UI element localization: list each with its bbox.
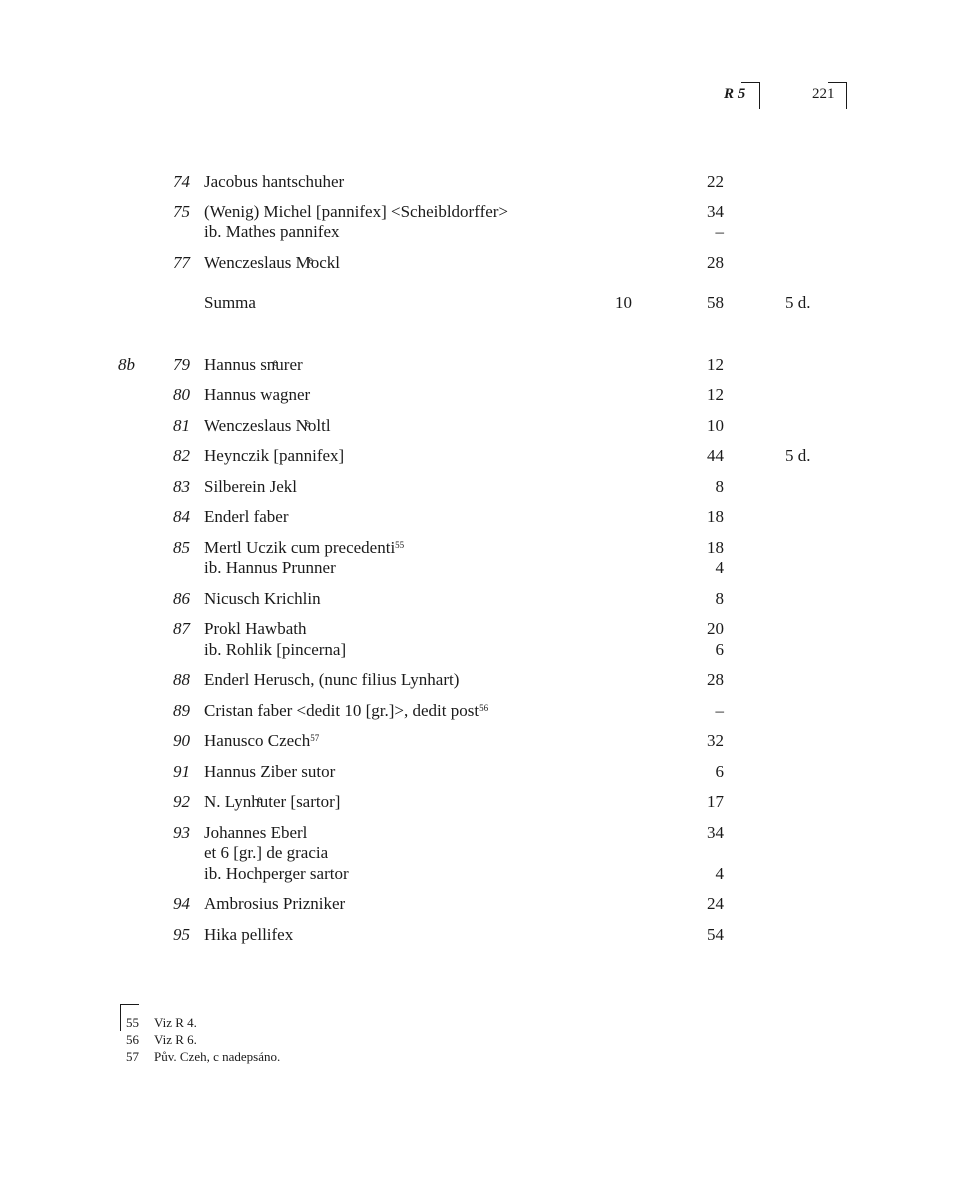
table-row (0, 446, 960, 466)
entry-name: N. Lynhͤuter [sartor] (204, 792, 341, 811)
entry-name: ib. Hannus Prunner (204, 558, 336, 577)
amount-col2: 8 (715, 589, 724, 608)
table-row (0, 355, 960, 375)
entry-number: 74 (173, 172, 190, 191)
amount-col2: 24 (707, 894, 724, 913)
entry-name: Johannes Eberl (204, 823, 308, 842)
amount-col2: 4 (715, 864, 724, 883)
entry-number: 79 (173, 355, 190, 374)
amount-col2: 58 (707, 293, 724, 312)
table-row (0, 293, 960, 313)
amount-col2: 8 (715, 477, 724, 496)
amount-col3: 5 d. (785, 446, 811, 465)
amount-col2: 44 (707, 446, 724, 465)
entry-number: 95 (173, 925, 190, 944)
entry-number: 85 (173, 538, 190, 557)
table-row (0, 731, 960, 751)
table-row (0, 538, 960, 558)
table-row (0, 843, 960, 863)
amount-col2: 18 (707, 507, 724, 526)
amount-col2: 12 (707, 355, 724, 374)
entry-number: 80 (173, 385, 190, 404)
entry-number: 75 (173, 202, 190, 221)
entry-number: 91 (173, 762, 190, 781)
table-row (0, 864, 960, 884)
entry-name: Hanusco Czech$^{57}$ (204, 731, 320, 750)
entry-number: 81 (173, 416, 190, 435)
page-number: 221 (812, 86, 835, 102)
entry-number: 84 (173, 507, 190, 526)
amount-col2: – (715, 222, 724, 241)
entry-number: 77 (173, 253, 190, 272)
table-row (0, 222, 960, 242)
entry-name: ib. Hochperger sartor (204, 864, 349, 883)
table-row (0, 925, 960, 945)
table-row (0, 172, 960, 192)
entry-name: Enderl Herusch, (nunc filius Lynhart) (204, 670, 460, 689)
entry-name: Wenczeslaus Nͤoltl (204, 416, 331, 435)
amount-col2: 34 (707, 823, 724, 842)
footnote-ref: 57 (310, 733, 320, 743)
amount-col2: 34 (707, 202, 724, 221)
amount-col2: 17 (707, 792, 724, 811)
entry-name: Hika pellifex (204, 925, 294, 944)
entry-name: Silberein Jekl (204, 477, 298, 496)
table-row (0, 894, 960, 914)
amount-col2: 12 (707, 385, 724, 404)
entry-number: 93 (173, 823, 190, 842)
amount-col2: 32 (707, 731, 724, 750)
entry-name: ib. Mathes pannifex (204, 222, 340, 241)
entry-name: Hannus snͤurer (204, 355, 303, 374)
footnote-text: Viz R 4. (154, 1015, 197, 1030)
entry-number: 82 (173, 446, 190, 465)
table-row (0, 762, 960, 782)
entry-number: 88 (173, 670, 190, 689)
table-row (0, 701, 960, 721)
amount-col2: 54 (707, 925, 724, 944)
entry-number: 94 (173, 894, 190, 913)
entry-name: (Wenig) Michel [pannifex] <Scheibldorffer> (204, 202, 509, 221)
footnote-ref: 55 (395, 540, 405, 550)
entry-number: 83 (173, 477, 190, 496)
footnote-text: Pův. Czeh, c nadepsáno. (154, 1049, 281, 1064)
amount-col1: 10 (615, 293, 632, 312)
amount-col2: 4 (715, 558, 724, 577)
entry-number: 90 (173, 731, 190, 750)
table-row (0, 619, 960, 639)
table-row (0, 253, 960, 273)
amount-col2: 28 (707, 670, 724, 689)
entry-number: 92 (173, 792, 190, 811)
entry-name: Hannus Ziber sutor (204, 762, 336, 781)
entry-name: Summa (204, 293, 256, 312)
entry-name: Prokl Hawbath (204, 619, 307, 638)
footnote-text: Viz R 6. (154, 1032, 197, 1047)
table-row (0, 385, 960, 405)
table-row (0, 416, 960, 436)
table-row (0, 670, 960, 690)
amount-col2: 22 (707, 172, 724, 191)
entry-name: ib. Rohlik [pincerna] (204, 640, 347, 659)
amount-col2: 28 (707, 253, 724, 272)
table-row (0, 823, 960, 843)
entry-name: Mertl Uczik cum precedenti$^{55}$ (204, 538, 405, 557)
folio-label: 8b (118, 355, 135, 374)
entry-name: Heynczik [pannifex] (204, 446, 345, 465)
entry-name: Cristan faber <dedit 10 [gr.]>, dedit post$^{56}$ (204, 701, 489, 720)
entry-name: Wenczeslaus Mͤockl (204, 253, 340, 272)
entry-number: 89 (173, 701, 190, 720)
entry-name: Nicusch Krichlin (204, 589, 321, 608)
amount-col2: 10 (707, 416, 724, 435)
table-row (0, 477, 960, 497)
running-head-section: R 5 (724, 86, 746, 102)
footnote-ref: 56 (479, 703, 489, 713)
table-row (0, 792, 960, 812)
table-row (0, 558, 960, 578)
entry-number: 86 (173, 589, 190, 608)
amount-col2: – (715, 701, 724, 720)
amount-col2: 20 (707, 619, 724, 638)
entry-name: Enderl faber (204, 507, 289, 526)
section-corner-mark (741, 82, 760, 109)
entry-number: 87 (173, 619, 190, 638)
table-row (0, 202, 960, 222)
entry-name: Hannus wagner (204, 385, 311, 404)
table-row (0, 589, 960, 609)
entry-name: et 6 [gr.] de gracia (204, 843, 329, 862)
table-row (0, 507, 960, 527)
page-corner-mark (828, 82, 847, 109)
entry-name: Ambrosius Prizniker (204, 894, 346, 913)
footnote-number: 55 (126, 1015, 139, 1030)
footnote-number: 56 (126, 1032, 139, 1047)
amount-col2: 18 (707, 538, 724, 557)
table-row (0, 640, 960, 660)
amount-col2: 6 (715, 640, 724, 659)
amount-col2: 6 (715, 762, 724, 781)
footnote-number: 57 (126, 1049, 139, 1064)
entry-name: Jacobus hantschuher (204, 172, 345, 191)
amount-col3: 5 d. (785, 293, 811, 312)
